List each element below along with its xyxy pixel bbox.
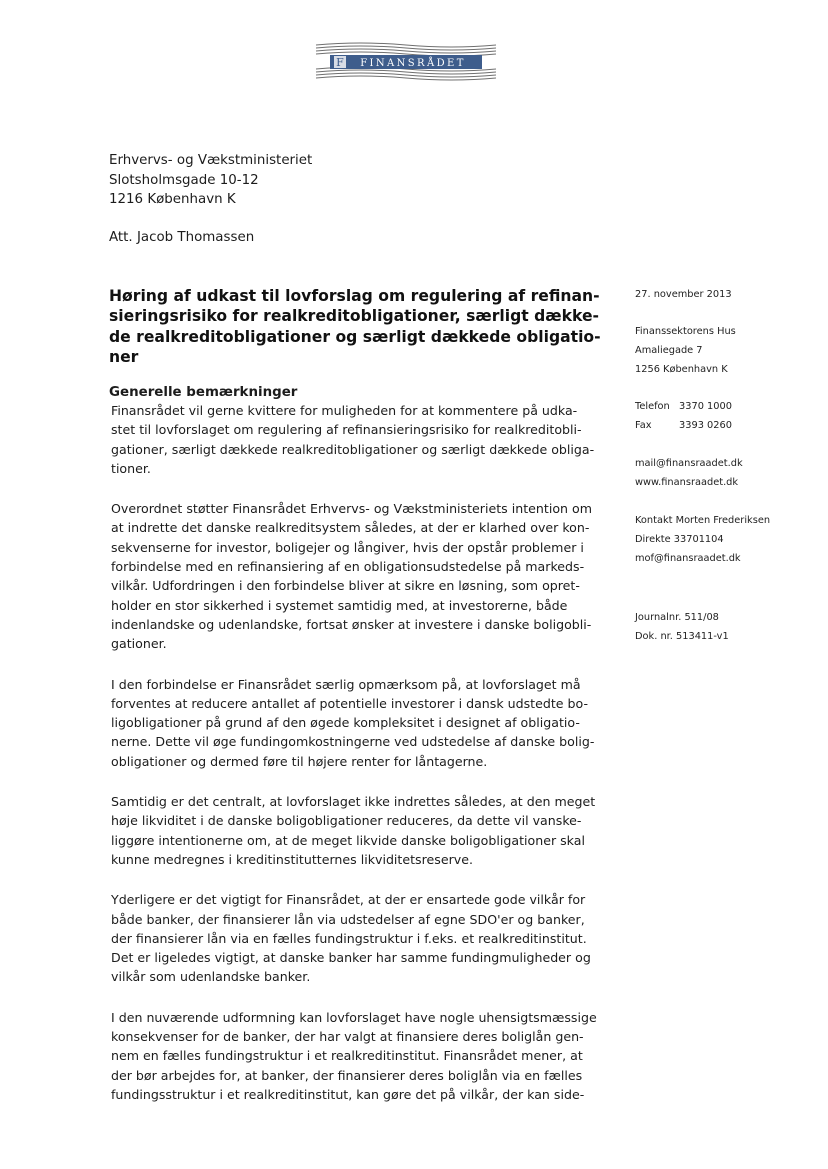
- body-line: Yderligere er det vigtigt for Finansrådet, at der er ensartede gode vilkår for: [111, 892, 586, 908]
- paragraph: [111, 1008, 601, 1104]
- body-line: kunne medregnes i kreditinstitutternes likviditetsreserve.: [111, 851, 473, 867]
- body-line: fundingsstruktur i et realkreditinstitut, kan gøre det på vilkår, der kan side-: [111, 1086, 585, 1102]
- body-line: I den forbindelse er Finansrådet særlig opmærksom på, at lovforslaget må: [111, 676, 581, 692]
- body-line: holder en stor sikkerhed i systemet samtidig med, at investorerne, både: [111, 597, 568, 613]
- body-line: Det er ligeledes vigtigt, at danske banker har samme fundingmuligheder og: [111, 950, 591, 966]
- body-line: sekvenserne for investor, boligejer og långiver, hvis der opstår problemer i: [111, 539, 584, 555]
- contact-person: Kontakt Morten Frederiksen: [635, 515, 771, 526]
- body-line: der finansierer lån via en fælles fundingstruktur i f.eks. et realkreditinstitut.: [111, 930, 587, 946]
- website-address: www.finansraadet.dk: [635, 477, 739, 488]
- paragraph: [111, 499, 601, 653]
- paragraph: [111, 401, 601, 478]
- body-line: forbindelse med en refinansiering af en obligationsudstedelse på markeds-: [111, 559, 585, 575]
- body-line: tioner.: [111, 460, 151, 476]
- body-line: både banker, der finansierer lån via udstedelser af egne SDO'er og banker,: [111, 911, 585, 927]
- letter-title: [109, 286, 609, 367]
- body-line: gationer.: [111, 636, 167, 652]
- svg-text:F: F: [336, 56, 344, 69]
- sender-address-line: 1256 København K: [635, 364, 728, 375]
- title-line: sieringsrisiko for realkreditobligationer, særligt dække-: [109, 307, 599, 326]
- body-line: nerne. Dette vil øge fundingomkostningerne ved udstedelse af danske bolig-: [111, 734, 595, 750]
- body-line: I den nuværende udformning kan lovforslaget have nogle uhensigtsmæssige: [111, 1009, 597, 1025]
- paragraph: [111, 792, 601, 869]
- body-line: høje likviditet i de danske boligobligationer reduceres, da dette vil vanske-: [111, 813, 582, 829]
- sender-address-line: Amaliegade 7: [635, 345, 703, 356]
- body-line: stet til lovforslaget om regulering af refinansieringsrisiko for realkreditobli-: [111, 422, 582, 438]
- paragraph: [111, 675, 601, 771]
- recipient-line: 1216 København K: [109, 192, 236, 207]
- document-number: Dok. nr. 513411-v1: [635, 631, 729, 642]
- body-line: gationer, særligt dækkede realkreditobligationer og særligt dækkede obliga-: [111, 441, 595, 457]
- direct-phone: Direkte 33701104: [635, 534, 724, 545]
- recipient-line: Slotsholmsgade 10-12: [109, 172, 259, 188]
- fax-label: Fax: [635, 420, 652, 431]
- recipient-address: [109, 151, 312, 210]
- body-line: ligobligationer på grund af den øgede kompleksitet i designet af obligatio-: [111, 715, 580, 731]
- body-line: vilkår som udenlandske banker.: [111, 969, 311, 985]
- letter-body: [111, 401, 601, 1125]
- body-line: Samtidig er det centralt, at lovforslaget ikke indrettes således, at den meget: [111, 794, 596, 810]
- body-line: liggøre intentionerne om, at de meget likvide danske boligobligationer skal: [111, 832, 585, 848]
- body-line: konsekvenser for de banker, der har valgt at finansiere deres boliglån gen-: [111, 1029, 584, 1045]
- title-line: de realkreditobligationer og særligt dækkede obligatio-: [109, 327, 601, 346]
- finansraadet-logo: [314, 40, 498, 82]
- title-line: ner: [109, 347, 139, 366]
- logo-text: FINANSRÅDET: [360, 58, 466, 69]
- body-line: at indrette det danske realkreditsystem således, at der er klarhed over kon-: [111, 520, 590, 536]
- email-address: mail@finansraadet.dk: [635, 458, 743, 469]
- title-line: Høring af udkast til lovforslag om regulering af refinan-: [109, 287, 600, 305]
- body-line: nem en fælles fundingstruktur i et realkreditinstitut. Finansrådet mener, at: [111, 1048, 583, 1064]
- body-line: Finansrådet vil gerne kvittere for muligheden for at kommentere på udka-: [111, 403, 578, 418]
- body-line: vilkår. Udfordringen i den forbindelse bliver at sikre en løsning, som opret-: [111, 578, 580, 594]
- phone-number: 3370 1000: [679, 401, 732, 412]
- recipient-line: Erhvervs- og Vækstministeriet: [109, 153, 313, 168]
- sender-address-line: Finanssektorens Hus: [635, 326, 736, 337]
- fax-number: 3393 0260: [679, 420, 732, 431]
- attention-line: Att. Jacob Thomassen: [109, 230, 255, 245]
- journal-number: Journalnr. 511/08: [635, 612, 719, 623]
- letter-date: 27. november 2013: [635, 289, 732, 300]
- contact-email: mof@finansraadet.dk: [635, 553, 741, 564]
- body-line: forventes at reducere antallet af potentielle investorer i dansk udstedte bo-: [111, 695, 589, 711]
- body-line: indenlandske og udenlandske, fortsat ønsker at investere i danske boligobli-: [111, 616, 592, 632]
- body-line: obligationer og dermed føre til højere renter for låntagerne.: [111, 753, 488, 769]
- fax-line: [635, 416, 770, 435]
- phone-line: [635, 397, 770, 416]
- section-heading: Generelle bemærkninger: [109, 385, 298, 400]
- phone-label: Telefon: [635, 401, 670, 412]
- body-line: Overordnet støtter Finansrådet Erhvervs- og Vækstministeriets intention om: [111, 501, 592, 517]
- paragraph: [111, 890, 601, 986]
- sender-sidebar: [635, 285, 770, 646]
- body-line: der bør arbejdes for, at banker, der finansierer deres boliglån via en fælles: [111, 1067, 583, 1083]
